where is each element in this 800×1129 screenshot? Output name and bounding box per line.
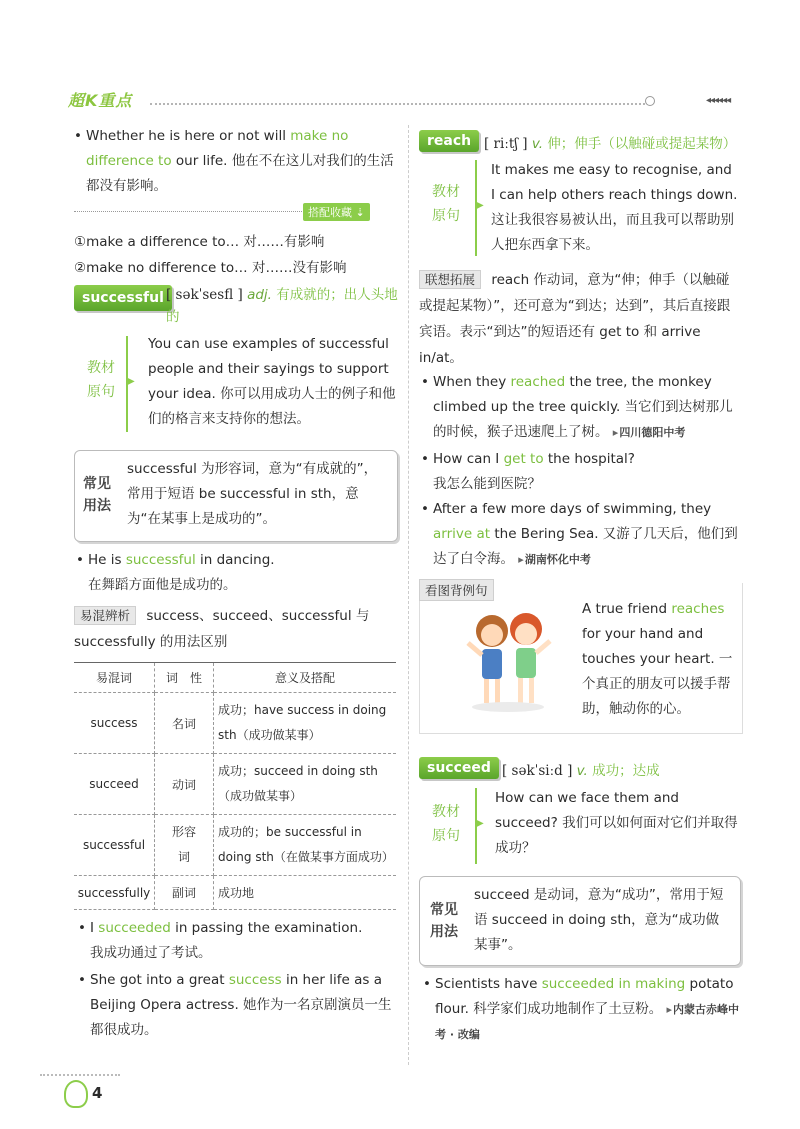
usage-label [83,473,111,517]
label-line: 教材 [432,804,460,820]
usage-box-1 [74,450,398,542]
table-cell: successful [74,815,155,876]
collect-divider [74,211,302,212]
source-arrow-icon: ▶ [476,200,484,211]
label-line: 常见 [430,902,458,918]
source-arrow-icon: ▶ [476,818,484,829]
footer-dots [40,1074,120,1076]
text: for your hand and touches your heart. 一个真正的朋友可以援手帮助，触动你的心。 [582,626,733,717]
text: in her life as a Beijing Opera actress. 她作为一名京剧演员一生都很成功。 [90,972,392,1038]
highlight: make no difference to [86,128,349,169]
word-tag-succeed: succeed [419,757,499,779]
word-tag-reach: reach [419,130,479,152]
extend-text: reach 作动词，意为“伸；伸手（以触碰或提起某物）”，还可意为“到达；达到”，其后直接跟宾语。表示“到达”的短语还有 get to 和 arrive in/at。 [419,272,731,366]
table-cell: 成功；have success in doing sth（成功做某事） [214,693,397,754]
part-of-speech: v. [531,136,544,152]
table-row [74,754,396,815]
label-line: 用法 [430,924,458,940]
table-header-row [74,663,396,693]
highlight: get to [503,451,544,467]
header-circle-icon [645,96,655,106]
text: potato flour. 科学家们成功地制作了土豆粉。 [435,976,734,1017]
collect-tag [303,203,370,221]
text: He is [88,552,126,568]
usage-box-2 [419,876,741,966]
table-cell: 成功的；be successful in doing sth（在做某事方面成功） [214,815,397,876]
highlight: successful [125,552,196,568]
left-example-1 [86,124,396,199]
collocation-1: ①make a difference to… 对……有影响 [74,234,325,250]
source-box-reach [419,158,739,258]
chevron-down-icon: ⇣ [355,206,365,219]
table-row [74,876,396,910]
text: the Bering Sea. 又游了几天后，他们到达了白令海。 [433,526,738,567]
usage-text: successful 为形容词，意为“有成就的”，常用于短语 be successful in sth，意为“在某事上是成功的”。 [127,461,378,527]
table-cell: 副词 [155,876,214,910]
source-box-succeed [419,786,739,866]
translation: 我怎么能到医院？ [433,476,541,492]
phonetic: [ səkˈsesfl ] [166,287,243,303]
usage-label [430,899,458,943]
left-example-3 [90,916,390,966]
confuse-tag: 易混辨析 [74,606,136,625]
source-label [431,800,461,848]
label-line: 用法 [83,498,111,514]
picture-box [419,583,743,734]
word-def-successful [166,284,398,328]
header-cell: 意义及搭配 [214,663,397,693]
left-example-4 [90,968,398,1043]
header-cell: 易混词 [74,663,155,693]
friends-illustration [460,605,556,715]
text: She got into a great [90,972,229,988]
text: I [90,920,99,936]
right-example-2 [433,447,741,497]
source-box-1 [74,332,400,437]
usage-text: succeed 是动词，意为“成功”，常用于短语 succeed in doing sth，意为“成功做某事”。 [474,887,724,953]
logo-text: 超K重点 [68,91,133,110]
extend-section [419,267,741,371]
collocation-2: ②make no difference to… 对……没有影响 [74,260,347,276]
left-example-2 [88,548,388,598]
column-divider [408,125,409,1065]
header-arrows: ◂◂◂◂◂◂ [706,95,731,106]
phonetic: [ riːtʃ ] [484,136,528,152]
table-cell: 名词 [155,693,214,754]
highlight: succeeded in making [541,976,686,992]
text: Whether he is here or not will [86,128,291,144]
label-line: 常见 [83,476,111,492]
table-cell: success [74,693,155,754]
table-cell: succeed [74,754,155,815]
table-cell: 成功地 [214,876,397,910]
label-line: 教材 [87,360,115,376]
table-cell: 成功；succeed in doing sth（成功做某事） [214,754,397,815]
header-cell: 词 性 [155,663,214,693]
text: our life. 他在不在这儿对我们的生活都没有影响。 [86,153,394,194]
text: in passing the examination. [170,920,363,936]
source-label [86,356,116,404]
source-note: ▸ 湖南怀化中考 [518,553,591,566]
right-example-4 [435,972,741,1047]
label-line: 教材 [432,184,460,200]
part-of-speech: adj. [247,287,272,303]
table-cell: 形容词 [155,815,214,876]
page-number: 4 [92,1084,103,1102]
picture-tag: 看图背例句 [419,579,494,601]
translation: 我成功通过了考试。 [90,945,212,961]
part-of-speech: v. [576,763,588,779]
text: After a few more days of swimming, they [433,501,712,517]
source-text: It makes me easy to recognise, and I can help others reach things down. 这让我很容易被认出，而且我可以帮助别人把东西拿下来。 [491,162,738,253]
table-row [74,815,396,876]
source-note: ▸ 四川德阳中考 [613,426,686,439]
highlight: succeeded [98,920,171,936]
text: the tree, the monkey climbed up the tree quickly. 当它们到达树那儿的时候，猴子迅速爬上了树。 [433,374,733,440]
source-note: ▸ 内蒙古赤峰中考 · 改编 [435,1003,739,1041]
table-row [74,693,396,754]
highlight: reaches [671,601,725,617]
meaning: 成功；达成 [592,763,660,779]
text: When they [433,374,511,390]
label-line: 原句 [432,208,460,224]
right-example-1 [433,370,741,445]
text: A true friend [582,601,672,617]
source-arrow-icon: ▶ [127,376,135,387]
text: the hospital? [543,451,635,467]
table-cell: 动词 [155,754,214,815]
confuse-section [74,603,396,655]
extend-tag: 联想拓展 [419,270,481,289]
translation: 在舞蹈方面他是成功的。 [88,577,237,593]
text: Scientists have [435,976,542,992]
confuse-table [74,662,396,910]
meaning: 伸；伸手（以触碰或提起某物） [547,136,737,152]
label-line: 原句 [87,384,115,400]
bulb-icon [64,1080,88,1108]
picture-text [582,597,736,722]
meaning: 有成就的；出人头地的 [166,287,398,325]
highlight: success [228,972,282,988]
table-cell: successfully [74,876,155,910]
confuse-text: success、succeed、successful 与 successfully 的用法区别 [74,608,370,650]
word-def-reach [484,132,736,152]
source-text: You can use examples of successful people and their sayings to support your idea. 你可以用成功人士的例子和他们的格言来支持你的想法。 [148,336,396,427]
header-divider [150,103,645,105]
text: How can I [433,451,504,467]
source-label [431,180,461,228]
highlight: arrive at [433,526,491,542]
phonetic: [ səkˈsiːd ] [502,763,573,779]
label-line: 原句 [432,828,460,844]
collect-tag-label: 搭配收藏 [308,206,352,219]
header-logo [68,88,148,114]
right-example-3 [433,497,741,572]
word-tag-successful: successful [74,285,172,311]
word-def-succeed [502,759,660,779]
highlight: reached [510,374,566,390]
text: in dancing. [195,552,275,568]
source-text: How can we face them and succeed? 我们可以如何面对它们并取得成功？ [495,790,738,856]
